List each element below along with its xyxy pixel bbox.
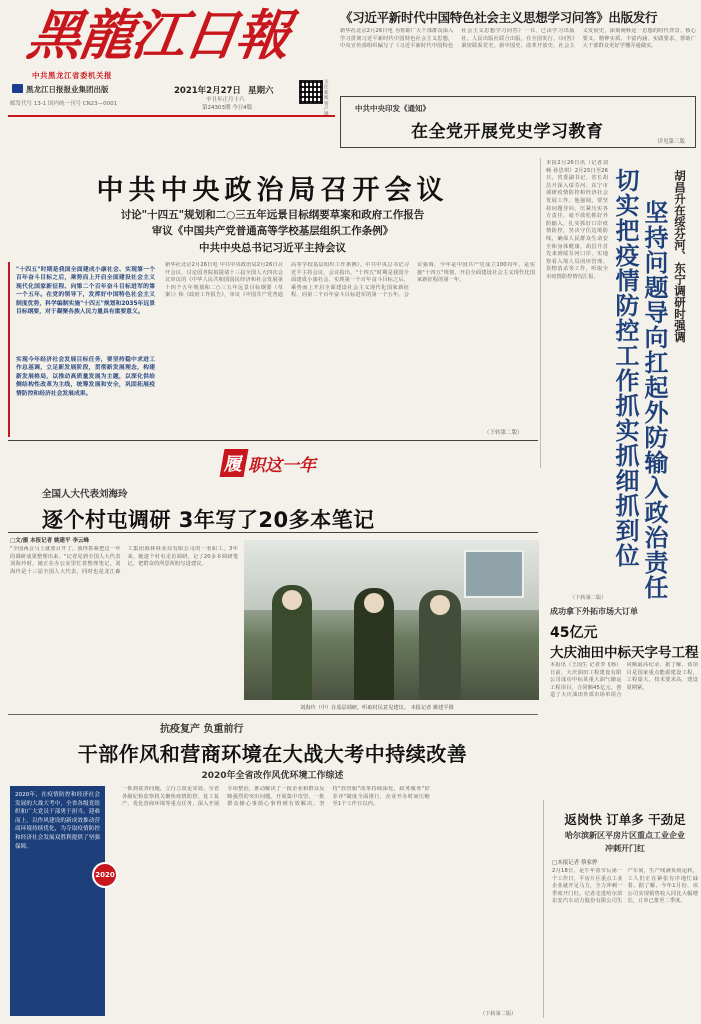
issue: 第24303期 今日4版	[202, 105, 253, 111]
bottom-intro: 2020年，在疫情防控和经济社会发展的大战大考中，全省各级党组织和广大党员干部勇于担当、迎难而上，以作风建设的新成效推动营商环境持续优化，为夺取疫情防控和经济社会发展双胜利提供了坚强保障。	[15, 792, 100, 850]
oil-body: 本报讯（王国生 记者李飞杨）日前，大庆油田工程建设有限公司成功中标某重大油气储运工程项目，合同额45亿元，创造了大庆油田外部市场单项合同额最高纪录。据了解，该项目是国家重点能源建设工程，工程量大、技术要求高、建设周期紧。	[550, 662, 698, 699]
vertical-divider	[540, 158, 541, 468]
notice-box	[340, 96, 696, 148]
weekday: 星期六	[248, 86, 274, 96]
banner-caption: 刘海玲（中）在基层调研，听取村民意见建议。 本报记者 姚建平摄	[300, 705, 454, 711]
banner-brand-text: 职这一年	[248, 455, 316, 476]
banner-brand	[222, 450, 316, 476]
bottom-kicker: 抗疫复产 负重前行	[160, 724, 244, 735]
lead-sub3: 中共中央总书记习近平主持会议	[199, 242, 346, 254]
top-right-headline: 《习近平新时代中国特色社会主义思想学习问答》出版发行	[340, 10, 658, 25]
bottom-body: 一抓到底查问题，立行立改见实效。全省各级纪检监察机关聚焦疫情防控、复工复产、优化营商环境等重点任务，深入开展专项整治，推动解决了一批企业和群众反映强烈的突出问题。开展集中攻坚、一批群众操心事烦心事得到有效解决。坚持"放管服"改革持续深化，政务服务"好差评"制度全面推行，企业开办时间压缩至1个工作日以内。	[122, 786, 430, 808]
oil-headline2: 大庆油田中标天字号工程	[550, 645, 699, 661]
vertical-headline-col1: 坚持问题导向扛起外防输入政治责任	[640, 200, 668, 600]
bottom-intro-box	[10, 786, 105, 1016]
factory-byline: □本报记者 蔡家骅	[552, 860, 598, 866]
lead-credit: （下转第二版）	[484, 430, 523, 436]
masthead-org: 中共黑龙江省委机关报	[32, 71, 112, 80]
masthead-logo	[23, 3, 328, 67]
qr-code	[299, 80, 323, 104]
banner-rule-top	[8, 440, 538, 441]
publisher: 黑龙江日报报业集团出版	[26, 85, 109, 94]
photo-face-2	[364, 593, 384, 613]
factory-headline: 返岗快 订单多 干劲足	[564, 812, 686, 827]
bottom-headline: 干部作风和营商环境在大战大考中持续改善	[77, 742, 468, 766]
photo-face-3	[430, 595, 450, 615]
banner-body: "全国两会马上就要召开了，我得抓紧把这一年的调研成果整理出来。"记者见到全国人大代表刘海玲时，她正在办公室里忙着整理笔记。刘海玲是十三届全国人大代表，同时也是龙江森工集团海林林业局有限公司的一名职工。3年来，她逐个村屯走访调研，记了20多本调研笔记，把群众的所思所盼写进建议。	[10, 546, 238, 575]
notice-kicker: 中共中央印发《通知》	[355, 104, 430, 113]
notice-headline: 在全党开展党史学习教育	[411, 122, 604, 142]
vertical-credit: （下转第二版）	[570, 595, 607, 601]
banner-rule-bottom	[8, 532, 538, 533]
banner-brand-box: 履	[220, 449, 249, 477]
bottom-credit: （下转第二版）	[480, 1011, 517, 1017]
banner-byline: □文/摄 本报记者 姚建平 李云峰	[10, 538, 89, 544]
vertical-body: 本报2月26日讯（记者刘畅 孙思琪）2月25日至26日，省委副书记、省长胡昌升深入绥芬河、东宁市调研疫情防控和经济社会发展工作。他强调，要坚持问题导向，压紧压实各方责任，毫不放松抓好外防输入，扎实抓好口岸疫情防控，坚决守住边境防线，确保人民群众生命安全和身体健康。胡昌升首先来到绥芬河口岸，实地察看入境人员闭环管理、货物消杀等工作，听取全市疫情防控情况汇报。	[546, 160, 608, 280]
top-right-body: 新华社北京2月26日电 为帮助广大干部群众深入学习贯彻习近平新时代中国特色社会主义思想，中央宣传部组织编写了《习近平新时代中国特色社会主义思想学习问答》一书，已由学习出版社、人民出版社联合出版，在全国发行。《问答》紧密联系党史、新中国史、改革开放史、社会主义发展史，深刻阐释这一思想的时代背景、核心要义、精神实质、丰富内涵、实践要求，帮助广大干部群众更好学懂弄通做实。	[340, 28, 696, 50]
lead-body: 新华社北京2月26日电 中共中央政治局2月26日召开会议，讨论国务院拟提请十三届全国人大四次会议审议的《中华人民共和国国民经济和社会发展第十四个五年规划和二○三五年远景目标纲要（草案）》和《政府工作报告》，审议《中国共产党普通高等学校基层组织工作条例》。中共中央总书记习近平主持会议。会议指出，"十四五"时期是我国全面建成小康社会、实现第一个百年奋斗目标之后，乘势而上开启全面建设社会主义现代化国家新征程、向第二个百年奋斗目标进军的第一个五年。会议强调，今年是中国共产党成立100周年，是实施"十四五"规划、开启全面建设社会主义现代化国家新征程的第一年。	[165, 262, 535, 299]
vertical-kicker: 胡昌升在绥芬河、东宁调研时强调	[673, 170, 687, 343]
factory-sub2: 冲刺开门红	[605, 844, 645, 853]
banner-kicker: 全国人大代表刘海玲	[42, 489, 128, 500]
masthead-rule	[8, 115, 335, 117]
bottom-badge	[92, 862, 118, 888]
editorial-p1: "十四五"时期是我国全面建成小康社会、实现第一个百年奋斗目标之后，乘势而上开启全面建设社会主义现代化国家新征程、向第二个百年奋斗目标进军的第一个五年。在党的领导下，发挥好中国特色社会主义制度优势，科学编制实施"十四五"规划和2035年远景目标纲要，对于凝聚各族人民力量具有重要意义。	[16, 267, 155, 316]
date: 2021年2月27日	[174, 86, 241, 96]
vertical-headline-col2: 切实把疫情防控工作抓实抓细抓到位	[611, 168, 639, 568]
notice-credit: 详见第三版	[657, 139, 685, 145]
lead-sub2: 审议《中国共产党普通高等学校基层组织工作条例》	[151, 225, 394, 237]
photo-face-1	[282, 590, 302, 610]
factory-body: 2月18日，是牛年春节后第一个工作日，平房片区重点工业企业就开足马力，全力冲刺一季度开门红。记者走进哈尔滨东安汽车动力股份有限公司生产车间，生产线满负荷运转，工人们正在紧张有序地忙碌着。据了解，今年1月份，该公司实现销售收入同比大幅增长，订单已排至二季度。	[552, 868, 698, 905]
oil-headline1: 45亿元	[550, 625, 598, 641]
qr-label: 关注新闻客户	[324, 80, 329, 113]
lunar: 辛丑年正月十六	[206, 97, 245, 103]
publisher-logo	[12, 84, 23, 93]
banner-photo	[244, 540, 539, 700]
bottom-rule	[8, 714, 538, 715]
photo-window	[464, 550, 524, 598]
codes: 邮发代号 13-1 国内统一刊号 CN23—0001	[10, 101, 118, 107]
banner-headline: 逐个村屯调研 3年写了20多本笔记	[42, 508, 375, 532]
editorial-p2: 实现今年经济社会发展目标任务，要坚持稳中求进工作总基调，立足新发展阶段，贯彻新发展理念，构建新发展格局，以推动高质量发展为主题，以深化供给侧结构性改革为主线，统筹发展和安全，巩固拓展疫情防控和经济社会发展成果。	[16, 357, 155, 397]
oil-kicker: 成功拿下外拓市场大订单	[550, 607, 638, 616]
logo-text: 黑龍江日報	[23, 3, 293, 67]
lead-headline: 中共中央政治局召开会议	[96, 175, 449, 206]
factory-sub: 哈尔滨新区平房片区重点工业企业	[565, 831, 685, 840]
bottom-sub: 2020年全省改作风优环境工作综述	[201, 771, 344, 781]
editorial-box	[8, 262, 158, 437]
factory-divider	[543, 800, 544, 1018]
bottom-badge-text: 2020	[95, 871, 115, 879]
lead-sub1: 讨论"十四五"规划和二○三五年远景目标纲要草案和政府工作报告	[120, 209, 425, 221]
